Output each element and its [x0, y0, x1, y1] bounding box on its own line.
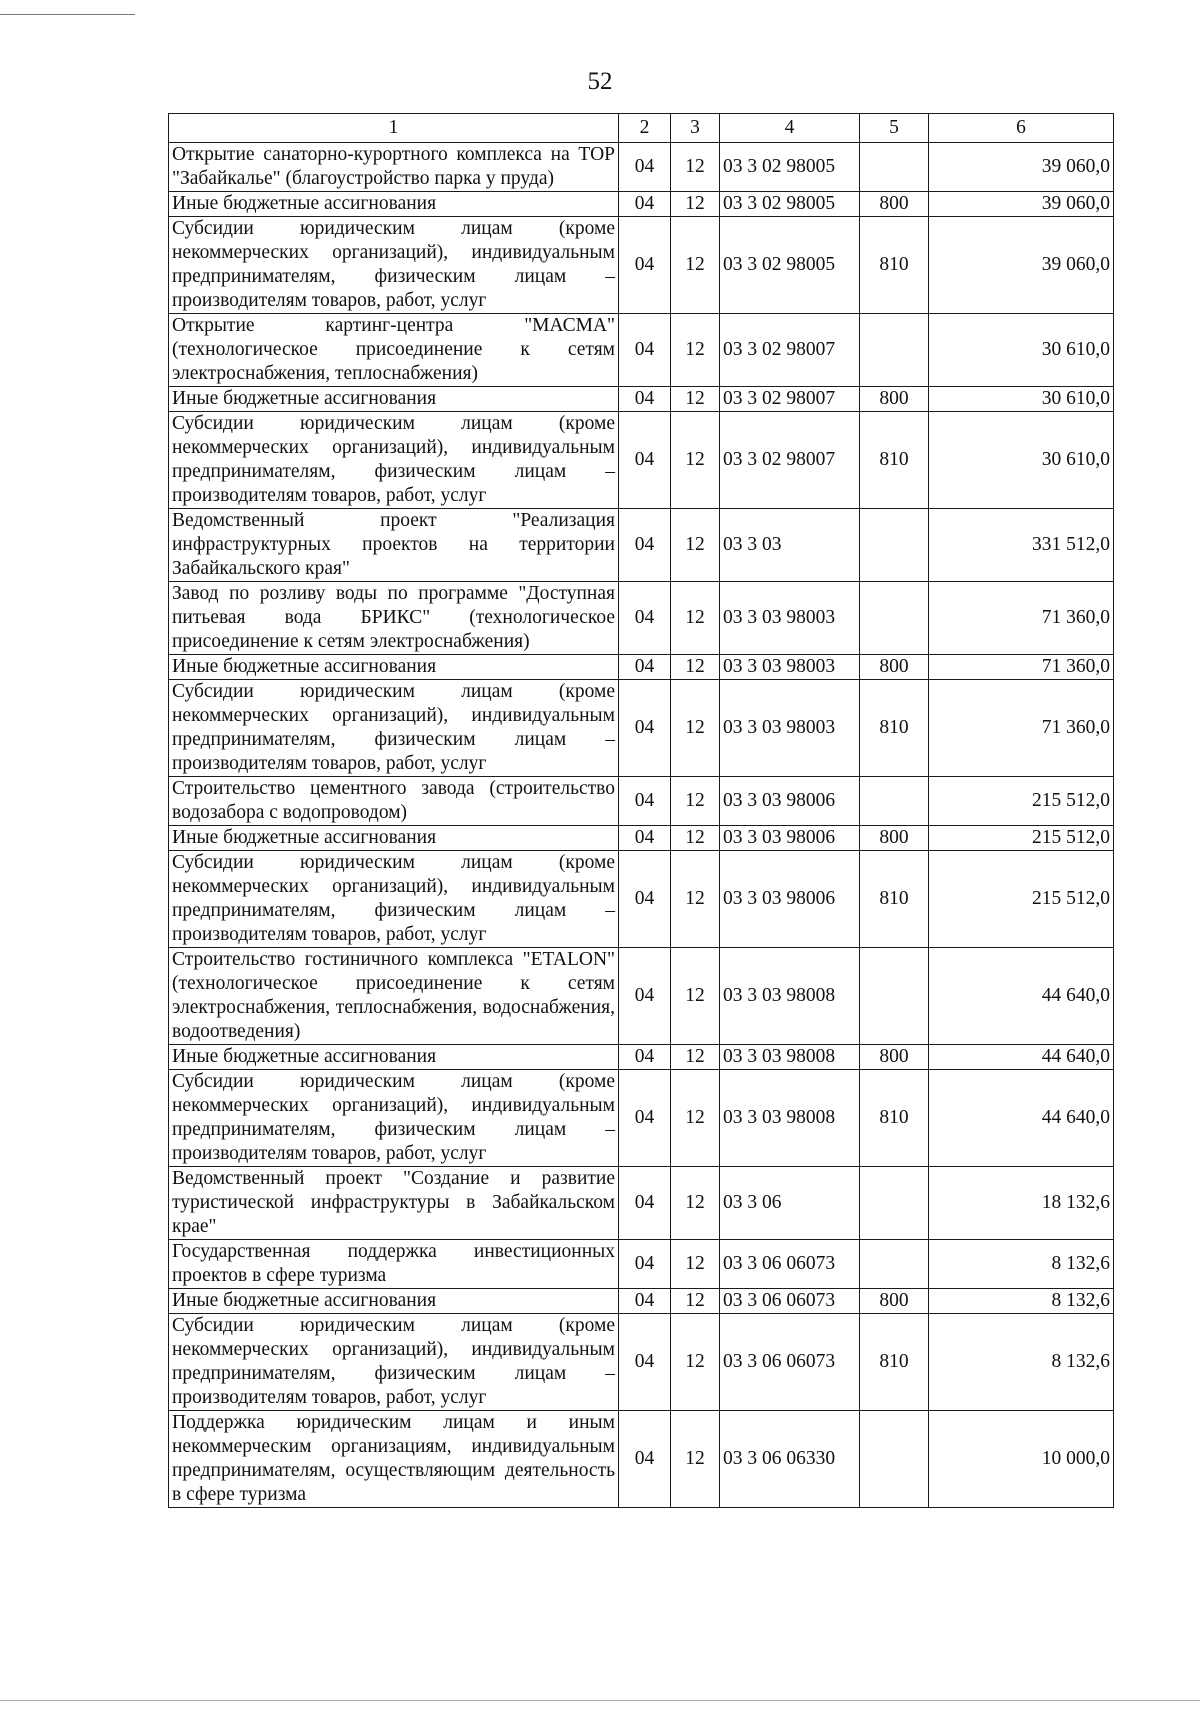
- row-section-cell: 04: [619, 655, 671, 680]
- row-amount-cell: 18 132,6: [929, 1167, 1114, 1240]
- row-amount-cell: 215 512,0: [929, 851, 1114, 948]
- row-type-cell: [860, 582, 929, 655]
- table-body: [169, 143, 1114, 1508]
- page-number: 52: [587, 68, 613, 95]
- row-type-cell: 810: [860, 217, 929, 314]
- row-amount-cell: 30 610,0: [929, 387, 1114, 412]
- row-section-cell: 04: [619, 1314, 671, 1411]
- row-section-cell: 04: [619, 777, 671, 826]
- row-name-cell: Открытие картинг-центра "МАСМА" (технологическое присоединение к сетям электроснабжения, теплоснабжения): [169, 314, 619, 387]
- row-name-cell: Поддержка юридическим лицам и иным некоммерческим организациям, индивидуальным предпринимателям, осуществляющим деятельность в сфере туризма: [169, 1411, 619, 1508]
- row-amount-cell: 215 512,0: [929, 777, 1114, 826]
- row-subsection-cell: 12: [671, 1289, 720, 1314]
- table-row: [169, 948, 1114, 1045]
- row-amount-cell: 30 610,0: [929, 412, 1114, 509]
- row-code-cell: 03 3 03 98006: [720, 826, 860, 851]
- row-subsection-cell: 12: [671, 655, 720, 680]
- row-section-cell: 04: [619, 217, 671, 314]
- row-code-cell: 03 3 03: [720, 509, 860, 582]
- row-subsection-cell: 12: [671, 1314, 720, 1411]
- table-row: [169, 1070, 1114, 1167]
- row-type-cell: [860, 509, 929, 582]
- row-name-cell: Субсидии юридическим лицам (кроме некоммерческих организаций), индивидуальным предпринимателям, физическим лицам – производителям товаров, работ, услуг: [169, 1070, 619, 1167]
- row-code-cell: 03 3 03 98008: [720, 1045, 860, 1070]
- row-name-cell: Завод по розливу воды по программе "Доступная питьевая вода БРИКС" (технологическое присоединение к сетям электроснабжения): [169, 582, 619, 655]
- row-subsection-cell: 12: [671, 412, 720, 509]
- row-section-cell: 04: [619, 192, 671, 217]
- row-code-cell: 03 3 02 98007: [720, 412, 860, 509]
- table-row: [169, 851, 1114, 948]
- scan-edge-line-top: [0, 14, 135, 15]
- row-amount-cell: 44 640,0: [929, 1070, 1114, 1167]
- table-row: [169, 314, 1114, 387]
- row-section-cell: 04: [619, 314, 671, 387]
- column-header: 2: [619, 114, 671, 143]
- row-type-cell: [860, 1240, 929, 1289]
- row-type-cell: 800: [860, 1289, 929, 1314]
- table-row: [169, 387, 1114, 412]
- row-code-cell: 03 3 06: [720, 1167, 860, 1240]
- row-section-cell: 04: [619, 582, 671, 655]
- row-subsection-cell: 12: [671, 1411, 720, 1508]
- table-row: [169, 582, 1114, 655]
- table-row: [169, 826, 1114, 851]
- row-section-cell: 04: [619, 1240, 671, 1289]
- row-code-cell: 03 3 02 98005: [720, 192, 860, 217]
- row-code-cell: 03 3 03 98008: [720, 948, 860, 1045]
- row-name-cell: Иные бюджетные ассигнования: [169, 1289, 619, 1314]
- row-type-cell: [860, 948, 929, 1045]
- row-type-cell: 800: [860, 192, 929, 217]
- row-type-cell: [860, 1411, 929, 1508]
- row-section-cell: 04: [619, 1070, 671, 1167]
- row-type-cell: 810: [860, 1314, 929, 1411]
- row-type-cell: 810: [860, 412, 929, 509]
- row-name-cell: Строительство цементного завода (строительство водозабора с водопроводом): [169, 777, 619, 826]
- row-type-cell: 800: [860, 655, 929, 680]
- row-subsection-cell: 12: [671, 851, 720, 948]
- table-row: [169, 1411, 1114, 1508]
- row-subsection-cell: 12: [671, 1240, 720, 1289]
- table-row: [169, 143, 1114, 192]
- row-code-cell: 03 3 06 06073: [720, 1289, 860, 1314]
- row-name-cell: Иные бюджетные ассигнования: [169, 387, 619, 412]
- row-amount-cell: 8 132,6: [929, 1314, 1114, 1411]
- row-subsection-cell: 12: [671, 217, 720, 314]
- row-section-cell: 04: [619, 412, 671, 509]
- table-row: [169, 655, 1114, 680]
- table-row: [169, 1240, 1114, 1289]
- table-row: [169, 1045, 1114, 1070]
- row-type-cell: [860, 143, 929, 192]
- row-amount-cell: 44 640,0: [929, 1045, 1114, 1070]
- row-name-cell: Субсидии юридическим лицам (кроме некоммерческих организаций), индивидуальным предпринимателям, физическим лицам – производителям товаров, работ, услуг: [169, 1314, 619, 1411]
- table-row: [169, 1289, 1114, 1314]
- row-section-cell: 04: [619, 143, 671, 192]
- row-subsection-cell: 12: [671, 826, 720, 851]
- row-section-cell: 04: [619, 826, 671, 851]
- row-section-cell: 04: [619, 1411, 671, 1508]
- row-amount-cell: 39 060,0: [929, 217, 1114, 314]
- row-subsection-cell: 12: [671, 1045, 720, 1070]
- row-name-cell: Субсидии юридическим лицам (кроме некоммерческих организаций), индивидуальным предпринимателям, физическим лицам – производителям товаров, работ, услуг: [169, 412, 619, 509]
- column-header: 5: [860, 114, 929, 143]
- row-subsection-cell: 12: [671, 1070, 720, 1167]
- row-code-cell: 03 3 03 98006: [720, 851, 860, 948]
- row-subsection-cell: 12: [671, 143, 720, 192]
- row-amount-cell: 215 512,0: [929, 826, 1114, 851]
- row-type-cell: 800: [860, 826, 929, 851]
- row-type-cell: [860, 777, 929, 826]
- row-amount-cell: 331 512,0: [929, 509, 1114, 582]
- row-name-cell: Субсидии юридическим лицам (кроме некоммерческих организаций), индивидуальным предпринимателям, физическим лицам – производителям товаров, работ, услуг: [169, 217, 619, 314]
- row-name-cell: Субсидии юридическим лицам (кроме некоммерческих организаций), индивидуальным предпринимателям, физическим лицам – производителям товаров, работ, услуг: [169, 680, 619, 777]
- row-name-cell: Строительство гостиничного комплекса "ETALON" (технологическое присоединение к сетям электроснабжения, теплоснабжения, водоснабжения, водоотведения): [169, 948, 619, 1045]
- row-code-cell: 03 3 06 06073: [720, 1240, 860, 1289]
- row-amount-cell: 71 360,0: [929, 655, 1114, 680]
- row-name-cell: Иные бюджетные ассигнования: [169, 655, 619, 680]
- row-name-cell: Иные бюджетные ассигнования: [169, 192, 619, 217]
- row-name-cell: Ведомственный проект "Создание и развитие туристической инфраструктуры в Забайкальском крае": [169, 1167, 619, 1240]
- row-code-cell: 03 3 03 98008: [720, 1070, 860, 1167]
- row-amount-cell: 8 132,6: [929, 1240, 1114, 1289]
- row-subsection-cell: 12: [671, 777, 720, 826]
- row-section-cell: 04: [619, 1289, 671, 1314]
- row-amount-cell: 30 610,0: [929, 314, 1114, 387]
- row-type-cell: 800: [860, 1045, 929, 1070]
- row-code-cell: 03 3 02 98007: [720, 387, 860, 412]
- row-code-cell: 03 3 03 98003: [720, 582, 860, 655]
- row-amount-cell: 10 000,0: [929, 1411, 1114, 1508]
- row-subsection-cell: 12: [671, 680, 720, 777]
- row-name-cell: Открытие санаторно-курортного комплекса на ТОР "Забайкалье" (благоустройство парка у пруда): [169, 143, 619, 192]
- row-amount-cell: 8 132,6: [929, 1289, 1114, 1314]
- table-row: [169, 777, 1114, 826]
- row-section-cell: 04: [619, 1045, 671, 1070]
- table-row: [169, 192, 1114, 217]
- row-subsection-cell: 12: [671, 948, 720, 1045]
- budget-table: [168, 113, 1114, 1508]
- row-amount-cell: 44 640,0: [929, 948, 1114, 1045]
- table-row: [169, 412, 1114, 509]
- row-subsection-cell: 12: [671, 582, 720, 655]
- row-code-cell: 03 3 03 98003: [720, 655, 860, 680]
- row-type-cell: 810: [860, 680, 929, 777]
- row-subsection-cell: 12: [671, 1167, 720, 1240]
- row-section-cell: 04: [619, 680, 671, 777]
- row-section-cell: 04: [619, 948, 671, 1045]
- row-subsection-cell: 12: [671, 192, 720, 217]
- row-name-cell: Субсидии юридическим лицам (кроме некоммерческих организаций), индивидуальным предпринимателям, физическим лицам – производителям товаров, работ, услуг: [169, 851, 619, 948]
- row-code-cell: 03 3 03 98003: [720, 680, 860, 777]
- table-row: [169, 680, 1114, 777]
- row-amount-cell: 71 360,0: [929, 680, 1114, 777]
- row-subsection-cell: 12: [671, 509, 720, 582]
- row-code-cell: 03 3 02 98007: [720, 314, 860, 387]
- row-section-cell: 04: [619, 509, 671, 582]
- table-row: [169, 509, 1114, 582]
- column-header: 1: [169, 114, 619, 143]
- table-row: [169, 217, 1114, 314]
- table-row: [169, 1314, 1114, 1411]
- row-type-cell: [860, 1167, 929, 1240]
- column-header: 6: [929, 114, 1114, 143]
- row-section-cell: 04: [619, 387, 671, 412]
- row-code-cell: 03 3 02 98005: [720, 143, 860, 192]
- row-subsection-cell: 12: [671, 314, 720, 387]
- row-type-cell: 810: [860, 1070, 929, 1167]
- row-code-cell: 03 3 06 06330: [720, 1411, 860, 1508]
- row-section-cell: 04: [619, 851, 671, 948]
- row-name-cell: Ведомственный проект "Реализация инфраструктурных проектов на территории Забайкальского края": [169, 509, 619, 582]
- row-amount-cell: 39 060,0: [929, 143, 1114, 192]
- row-code-cell: 03 3 06 06073: [720, 1314, 860, 1411]
- row-name-cell: Государственная поддержка инвестиционных проектов в сфере туризма: [169, 1240, 619, 1289]
- column-header: 3: [671, 114, 720, 143]
- row-name-cell: Иные бюджетные ассигнования: [169, 1045, 619, 1070]
- row-subsection-cell: 12: [671, 387, 720, 412]
- row-type-cell: 810: [860, 851, 929, 948]
- row-code-cell: 03 3 03 98006: [720, 777, 860, 826]
- row-code-cell: 03 3 02 98005: [720, 217, 860, 314]
- row-name-cell: Иные бюджетные ассигнования: [169, 826, 619, 851]
- row-type-cell: 800: [860, 387, 929, 412]
- column-header: 4: [720, 114, 860, 143]
- table-header-row: [169, 114, 1114, 143]
- row-type-cell: [860, 314, 929, 387]
- scan-edge-line-bottom: [0, 1700, 1200, 1701]
- row-amount-cell: 71 360,0: [929, 582, 1114, 655]
- table-row: [169, 1167, 1114, 1240]
- row-amount-cell: 39 060,0: [929, 192, 1114, 217]
- row-section-cell: 04: [619, 1167, 671, 1240]
